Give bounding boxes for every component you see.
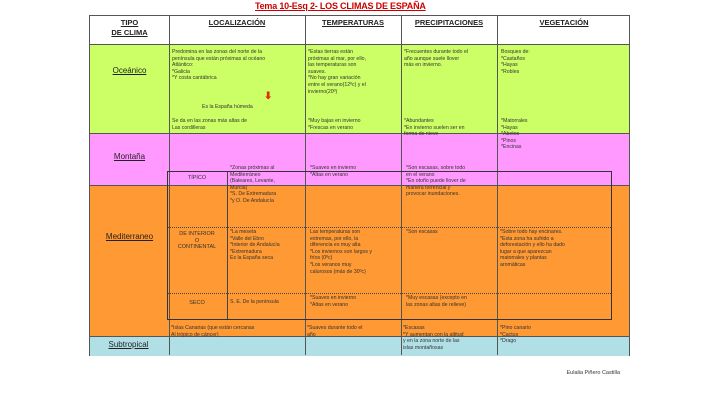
seco-precipitaciones: *Muy escasas (excepto en las zonas altas de relieve) [406, 295, 467, 308]
sub-label-tipico: TÍPICO [187, 175, 207, 181]
page-title: Tema 10-Esq 2- LOS CLIMAS DE ESPAÑA [255, 1, 426, 11]
sub-label-seco: SECO [189, 300, 205, 306]
tipico-temperaturas: *Suaves en invierno *Altas en verano [310, 165, 357, 178]
subtropical-temperaturas: *Suaves durante todo el año [307, 325, 363, 338]
montana-localizacion: Se da en las zonas más altas de Las cordilleras [172, 118, 247, 131]
interior-localizacion: *La meseta *Valle del Ebro *Interior de Andalucía *Extremadura Es la España seca [230, 229, 280, 262]
header-temperaturas: TEMPERATURAS [322, 18, 384, 27]
montana-precipitaciones: *Abundantes *En invierno suelen ser en forma de nieve [404, 118, 465, 138]
oceanico-localizacion: Predomina en las zonas del norte de la península que están próximas al océano Atlántico: *Galicia *Y costa cantábrica [172, 49, 266, 82]
sub-label-interior: DE INTERIOR O CONTINENTAL [177, 231, 217, 250]
row-name-mediterraneo: Mediterraneo [105, 232, 154, 241]
header-precipitaciones: PRECIPITACIONES [414, 18, 484, 27]
tipico-precipitaciones: *Son escasas, sobre todo en el verano *En otoño puede llover de manera torrencial y provocar inundaciones. [406, 165, 466, 198]
header-localizacion: LOCALIZACIÓN [208, 18, 266, 27]
subtropical-precipitaciones: *Escasas *Y aumentan con la altitud y en la zona norte de las islas montañosas [403, 325, 464, 351]
row-name-subtropical: Subtropical [108, 340, 149, 349]
interior-vegetacion: *Sobre todo hay encinares. *Esta zona ha sufrido a deforestación y ello ha dado lugar a que aparezcan matorrales y plantas aromáticas [500, 229, 565, 268]
oceanico-temperaturas: *Estas tierras están próximas al mar, por ello, las temperaturas son suaves. *No hay gran variación entre el verano(12ºc) y el invierno(20º) [308, 49, 366, 95]
interior-precipitaciones: *Son escasas [406, 229, 438, 235]
subtropical-localizacion: *Islas Canarias (que están cercanas Al trópico de cáncer) [171, 325, 255, 338]
oceanico-vegetacion: Bosques de: *Castaños *Hayas *Robles [501, 49, 530, 75]
seco-temperaturas: *Suaves en invierno *Altas en verano [310, 295, 357, 308]
montana-vegetacion: *Matorrales *Hayas *Abetos *Pinos *Encinas [501, 118, 528, 151]
oceanico-precipitaciones: *Frecuentes durante todo el año aunque suele llover más en invierno. [404, 49, 469, 69]
interior-temperaturas: Las temperaturas son extremas, por ello, la diferencia es muy alta *Los inviernos son largos y fríos (0ºc) *Los veranos muy calurosos (más de 30ºc) [310, 229, 372, 275]
row-name-montana: Montaña [113, 152, 146, 161]
oceanico-localizacion-note: Es la España húmeda [202, 104, 253, 110]
down-arrow-icon: ⬇ [264, 91, 273, 102]
row-name-oceanico: Oceánico [112, 66, 147, 75]
subtropical-vegetacion: *Pino canario *Cactus *Drago [500, 325, 531, 345]
source-credit: Eulalia Piñero Castilla [566, 370, 620, 376]
montana-temperaturas: *Muy bajas en invierno *Frescas en verano [308, 118, 361, 131]
header-tipo: TIPO DE CLIMA [111, 18, 148, 37]
header-vegetacion: VEGETACIÓN [539, 18, 589, 27]
tipico-localizacion: *Zonas próximas al Mediterráneo (Baleares, Levante, Murcia) *S. De Extremadura *y O. De Andalucía [230, 165, 277, 204]
seco-localizacion: S. E. De la península [230, 299, 279, 305]
